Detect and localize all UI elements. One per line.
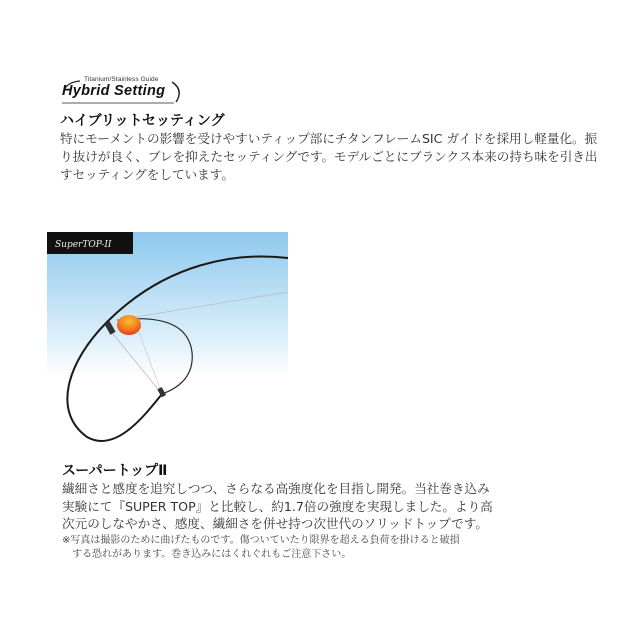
logo-title: Hybrid Setting: [62, 83, 166, 99]
hybrid-line-2: り抜けが良く、ブレを抑えたセッティングです。モデルごとにブランクス本来の持ち味を引き出: [60, 149, 598, 164]
supertop-line-3: 次元のしなやかさ、感度、繊細さを併せ持つ次世代のソリッドトップです。: [62, 516, 488, 531]
note-line-2: する恐れがあります。巻き込みにはくれぐれもご注意下さい。: [72, 549, 352, 560]
hybrid-setting-logo: [60, 76, 182, 104]
supertop-heading: スーパートップⅡ: [62, 463, 168, 479]
hybrid-description: [60, 130, 620, 184]
hybrid-line-1: 特にモーメントの影響を受けやすいティップ部にチタンフレームSIC ガイドを採用し軽量化。振: [60, 131, 598, 146]
float-ball: [117, 315, 141, 335]
hybrid-line-3: すセッティングをしています。: [60, 167, 234, 182]
supertop-line-1: 繊細さと感度を追究しつつ、さらなる高強度化を目指し開発。当社巻き込み: [62, 481, 490, 496]
supertop-description: [62, 480, 493, 533]
logo-subtitle: Titanium/Stainless Guide: [84, 76, 159, 83]
photo-disclaimer-note: [62, 534, 460, 562]
hybrid-heading: ハイブリットセッティング: [60, 113, 225, 129]
note-line-1: ※写真は撮影のために曲げたものです。傷ついていたり限界を超える負荷を掛けると破損: [62, 535, 460, 546]
supertop-rod-photo: [47, 232, 288, 450]
supertop-line-2: 実験にて『SUPER TOP』と比較し、約1.7倍の強度を実現しました。より高: [62, 498, 493, 514]
svg-text:SuperTOP-II: SuperTOP-II: [55, 240, 112, 250]
